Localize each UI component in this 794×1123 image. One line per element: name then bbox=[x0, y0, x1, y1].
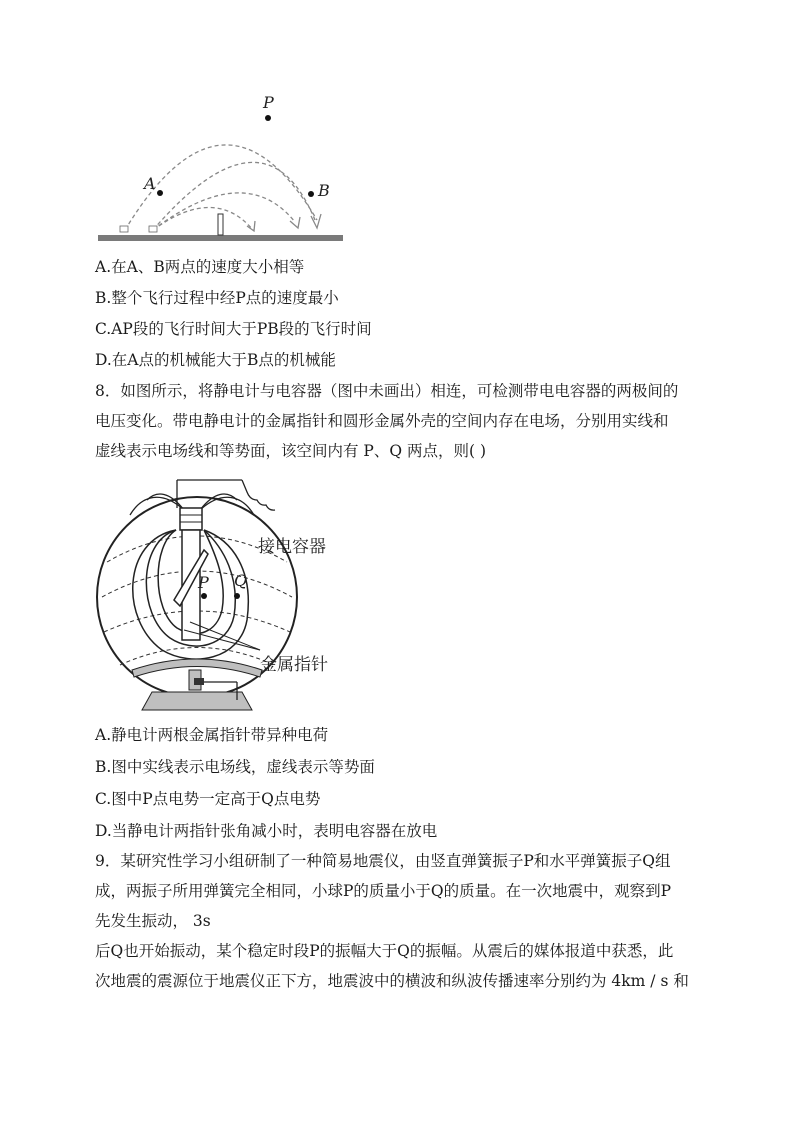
point-p bbox=[201, 593, 207, 599]
trajectory-low bbox=[153, 193, 295, 230]
insulator bbox=[180, 508, 202, 530]
arrowhead bbox=[311, 214, 321, 228]
label-b: B bbox=[318, 181, 330, 200]
electroscope-figure bbox=[92, 470, 352, 715]
trajectory-mid bbox=[153, 162, 315, 230]
point-a bbox=[157, 190, 163, 196]
q8-line-2: 电压变化。带电静电计的金属指针和圆形金属外壳的空间内存在电场，分别用实线和 bbox=[95, 412, 669, 430]
net-post bbox=[218, 214, 223, 235]
q9-line-3: 先发生振动， 3s bbox=[95, 912, 211, 930]
q9-line-5: 次地震的震源位于地震仪正下方，地震波中的横波和纵波传播速率分别约为 4km / s 和 bbox=[95, 972, 689, 990]
label-p: P bbox=[198, 573, 209, 592]
arrowhead bbox=[247, 221, 255, 231]
q8-option-c: C.图中P点电势一定高于Q点电势 bbox=[95, 790, 321, 808]
point-p bbox=[265, 115, 271, 121]
trajectory-short bbox=[153, 208, 253, 231]
q9-line-2: 成，两振子所用弹簧完全相同，小球P的质量小于Q的质量。在一次地震中，观察到P bbox=[95, 882, 672, 900]
q8-line-3: 虚线表示电场线和等势面，该空间内有 P、Q 两点，则( ) bbox=[95, 442, 487, 460]
point-b bbox=[308, 191, 314, 197]
trajectory-figure bbox=[95, 90, 345, 250]
field-line bbox=[200, 497, 254, 515]
label-a: A bbox=[144, 174, 156, 193]
q7-option-d: D.在A点的机械能大于B点的机械能 bbox=[95, 351, 336, 369]
label-p: P bbox=[263, 93, 274, 112]
q8-stem bbox=[95, 376, 700, 466]
stand-base bbox=[142, 692, 252, 710]
q9-line-4: 后Q也开始振动，某个稳定时段P的振幅大于Q的振幅。从震后的媒体报道中获悉，此 bbox=[95, 942, 674, 960]
grounding-screw-icon bbox=[194, 678, 204, 685]
q8-option-d: D.当静电计两指针张角减小时，表明电容器在放电 bbox=[95, 822, 438, 840]
q7-option-c: C.AP段的飞行时间大于PB段的飞行时间 bbox=[95, 320, 372, 338]
q9-stem bbox=[95, 846, 700, 996]
shuttlecock-icon bbox=[149, 226, 157, 232]
needle-label: 金属指针 bbox=[260, 655, 328, 675]
q8-option-a: A.静电计两根金属指针带异种电荷 bbox=[95, 726, 329, 744]
label-q: Q bbox=[234, 571, 248, 590]
q8-option-b: B.图中实线表示电场线，虚线表示等势面 bbox=[95, 758, 375, 776]
q8-line-1: 8．如图所示，将静电计与电容器（图中未画出）相连，可检测带电电容器的两极间的 bbox=[95, 382, 679, 400]
q7-option-a: A.在A、B两点的速度大小相等 bbox=[95, 258, 305, 276]
capacitor-label: 接电容器 bbox=[258, 537, 326, 557]
q7-option-b: B.整个飞行过程中经P点的速度最小 bbox=[95, 289, 339, 307]
ground bbox=[98, 235, 343, 241]
q9-line-1: 9．某研究性学习小组研制了一种简易地震仪，由竖直弹簧振子P和水平弹簧振子Q组 bbox=[95, 852, 671, 870]
shuttlecock-icon bbox=[120, 226, 128, 232]
point-q bbox=[234, 593, 240, 599]
